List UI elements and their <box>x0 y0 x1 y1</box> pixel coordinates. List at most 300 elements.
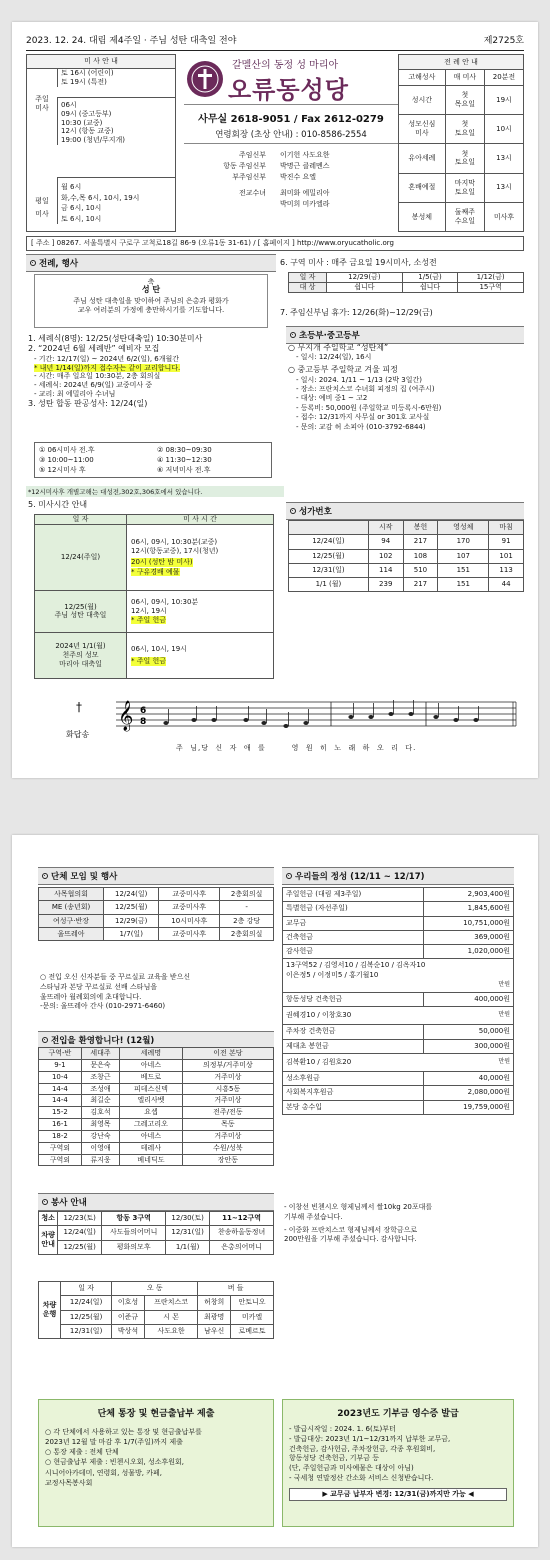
cell: 박상석 <box>112 1324 145 1338</box>
table-row <box>39 1240 274 1254</box>
highlight: * 구유경배 예물 <box>131 567 180 576</box>
highlight: 20시 (성탄 밤 미사) <box>131 557 193 566</box>
table-row <box>39 1154 274 1166</box>
col-header <box>289 521 369 535</box>
cell: 1/12(금) <box>458 273 524 283</box>
section-liturgy-header <box>26 254 276 272</box>
confession-slot: ② 08:30~09:30 <box>157 446 212 454</box>
cell: 아네스 <box>120 1130 183 1142</box>
address-bar: [ 주소 ] 08267. 서울특별시 구로구 고척로18길 86-9 (오류1동 31-61) / [ 홈페이지 ] http://www.oryucatholic.org <box>26 236 524 251</box>
cell: 마지막 토요일 <box>445 173 484 202</box>
cell: 12/29(금) <box>326 273 402 283</box>
cell: 12/24(주일) <box>35 524 127 590</box>
cell: 10시미사후 <box>159 914 220 927</box>
sun-mass-4: 12시 (항동 교중) <box>61 127 114 136</box>
col-header: 버 들 <box>198 1282 274 1296</box>
cell: 봉성체 <box>399 202 446 231</box>
col-header: 이전 본당 <box>182 1048 273 1060</box>
christmas-wreath-icon: 축 <box>147 278 155 286</box>
cell: 구역외 <box>39 1142 82 1154</box>
cell: 1/5(금) <box>402 273 458 283</box>
cell: 시흥5동 <box>182 1083 273 1095</box>
donation-note: - 이중화 프란치스코 형제님께서 장학금으로 200만원을 기부해 주셨습니다. 감사합니다. <box>284 1225 418 1244</box>
cell: 성소후원금 <box>283 1072 424 1086</box>
christmas-message: 주님 성탄 대축일을 맞이하여 주님의 은총과 평화가 교우 여러분의 가정에 충만하시기를 기도합니다. <box>73 297 229 315</box>
cell: 거주미상 <box>182 1095 273 1107</box>
table-row <box>283 1086 514 1100</box>
cell: 113 <box>489 563 524 577</box>
table-row <box>39 1083 274 1095</box>
issue-date: 2023. 12. 24. 대림 제4주일 · 주님 성탄 대축일 전야 <box>26 36 237 46</box>
cell: 주차장 건축헌금 <box>283 1025 424 1039</box>
bullet-icon <box>30 260 36 266</box>
parish-contact <box>184 104 398 144</box>
weekday-mass-label: 평일 미사 <box>35 197 49 219</box>
confession-slot: ⑤ 12시미사 후 <box>39 466 86 475</box>
cell: 12/24(일) <box>289 535 369 549</box>
cell: 대 상 <box>289 282 327 292</box>
cell: 조성애 <box>81 1083 119 1095</box>
table-row <box>39 927 274 940</box>
cell: 1/1(월) <box>166 1240 210 1254</box>
table-row <box>283 1072 514 1086</box>
donor-names: 김복환10 / 김원호20 <box>286 1057 352 1066</box>
sun-mass-5: 19:00 (청년/무지개) <box>61 136 126 144</box>
cell: 2층회의실 <box>220 927 274 940</box>
youth-detail: - 접수: 12/31까지 사무실 or 301호 교사실 <box>296 413 430 422</box>
table-row <box>399 173 524 202</box>
cell: 허창희 <box>198 1296 231 1310</box>
offering-table <box>282 887 514 1115</box>
table-row <box>289 563 524 577</box>
youth-info <box>288 343 524 432</box>
cell: 94 <box>368 535 403 549</box>
unit-label: 만원 <box>498 981 510 989</box>
staff-name: 이기헌 사도요한 <box>280 151 330 159</box>
cell: 최길순 <box>81 1095 119 1107</box>
staff-role <box>200 199 280 210</box>
parish-header <box>184 54 398 232</box>
table-row <box>39 901 274 914</box>
parish-subtitle: 갈멜산의 동정 성 마리아 <box>232 60 339 71</box>
cell: 9-1 <box>39 1059 82 1071</box>
notice-title: 단체 통장 및 현금출납부 제출 <box>97 1409 215 1419</box>
section-youth-header <box>286 326 524 344</box>
cell: 첫 목요일 <box>445 85 484 114</box>
cell: 16-1 <box>39 1119 82 1131</box>
cell: 안토니오 <box>230 1296 273 1310</box>
cell: 혼배예절 <box>399 173 446 202</box>
cell: ME (송년회) <box>39 901 104 914</box>
cell: 12/23(토) <box>58 1212 102 1226</box>
cell: 매 미사 <box>445 70 484 85</box>
issue-number: 제2725호 <box>483 36 524 46</box>
cell: 평화의모후 <box>102 1240 166 1254</box>
service-table <box>38 1211 274 1255</box>
parish-logo-icon <box>186 60 224 98</box>
cell: 2,903,400원 <box>423 888 513 902</box>
table-row <box>35 632 274 678</box>
cell: 청소 <box>39 1212 58 1226</box>
item-catechumen: 2. “2024년 6월 세례반” 예비자 모집 <box>28 344 160 354</box>
cell: 107 <box>438 549 489 563</box>
cell: 베드로 <box>120 1071 183 1083</box>
table-row <box>39 914 274 927</box>
cell: 감사헌금 <box>283 945 424 959</box>
cell: 김호석 <box>81 1107 119 1119</box>
youth-detail: - 일시: 2024. 1/11 ~ 1/13 (2박 3일간) <box>296 375 422 384</box>
cell: 12/25(월) <box>104 901 159 914</box>
funeral-contact: 연령회장 (초상 안내) : 010-8586-2554 <box>215 130 367 140</box>
cell: 300,000원 <box>423 1039 513 1053</box>
cell: 차량 운행 <box>39 1282 61 1339</box>
cell: 12/31(일) <box>61 1324 112 1338</box>
table-row <box>399 115 524 144</box>
cell: 12/24(일) <box>61 1296 112 1310</box>
col-header: 일 자 <box>61 1282 112 1296</box>
cell: 12/24(일) <box>104 888 159 901</box>
bus-table <box>38 1281 274 1339</box>
table-row <box>289 282 524 292</box>
cell: - <box>220 901 274 914</box>
cell: 피데스신덱 <box>120 1083 183 1095</box>
new-parishioner-table <box>38 1047 274 1166</box>
cell: 12/30(토) <box>166 1212 210 1226</box>
sunday-mass-label: 주일 미사 <box>35 95 49 112</box>
table-row <box>283 902 514 916</box>
table-row <box>289 549 524 563</box>
donor-names: 권혜경10 / 이창호30 <box>286 1010 352 1019</box>
cell: 건축헌금 <box>283 930 424 944</box>
sun-mass-1: 06시 <box>61 101 77 109</box>
table-row <box>39 1226 274 1240</box>
cell: 사도요한 <box>144 1324 197 1338</box>
table-row <box>289 273 524 283</box>
table-row <box>399 202 524 231</box>
staff-name: 박진수 요엘 <box>280 173 317 182</box>
table-row <box>35 524 274 590</box>
cell: 첫 토요일 <box>445 115 484 144</box>
cell: 11~12구역 <box>210 1212 274 1226</box>
section-title: 전례, 행사 <box>39 259 79 269</box>
staff-name: 박명근 클레멘스 <box>280 162 330 171</box>
staff-role: 주임신부 <box>238 151 266 159</box>
cell: 항동 3구역 <box>102 1212 166 1226</box>
sun-mass-2: 09시 (중고등부) <box>61 109 112 118</box>
section-service-header <box>38 1193 274 1211</box>
staff-name: 박미희 미카엘라 <box>280 199 330 208</box>
cell: 교중미사후 <box>159 901 220 914</box>
cell: 울뜨레아 <box>39 927 104 940</box>
bullet-icon <box>42 1199 48 1205</box>
notice-line: ○ 각 단체에서 사용하고 있는 통장 및 현금출납부를 2023년 12월 말 마감 후 1/7(주일)까지 제출 <box>45 1428 202 1447</box>
cell: 12/25(월) <box>289 549 369 563</box>
confession-schedule <box>34 442 272 478</box>
cell: 151 <box>438 578 489 592</box>
mass-time-table <box>34 514 274 679</box>
bullet-icon <box>286 873 292 879</box>
cell: 남우신 <box>198 1324 231 1338</box>
col-header: 세례명 <box>120 1048 183 1060</box>
liturgy-items <box>28 334 278 409</box>
cell: 18-2 <box>39 1130 82 1142</box>
item-district-mass: 6. 구역 미사 : 매주 금요일 19시미사, 소성전 <box>280 258 437 267</box>
office-phone: 사무실 2618-9051 / Fax 2612-0279 <box>198 114 384 125</box>
weekday-mass-list <box>57 177 175 224</box>
cell: 쉽니다 <box>402 282 458 292</box>
table-row <box>283 945 514 959</box>
youth-item: ○ 무지개 주일학교 “성탄제” <box>288 343 389 352</box>
cell: 369,000원 <box>423 930 513 944</box>
staff-name: 최미화 에밀리아 <box>280 188 330 197</box>
cell: 13시 <box>484 144 523 173</box>
youth-item: ○ 중고등부 주일학교 겨울 피정 <box>288 365 398 375</box>
sat-mass-2: 토 19시 (특전) <box>61 77 107 86</box>
section-title: 단체 모임 및 행사 <box>51 872 118 882</box>
cell: 첫 토요일 <box>445 144 484 173</box>
cell: 본당 총수입 <box>283 1100 424 1114</box>
notice-title: 2023년도 기부금 영수증 발급 <box>337 1409 459 1419</box>
bullet-icon <box>42 1037 48 1043</box>
weekday-mass-1: 월 6시 <box>61 183 82 191</box>
table-row <box>39 1296 274 1310</box>
cell: 2층회의실 <box>220 888 274 901</box>
responsorial-psalm <box>26 692 524 772</box>
cell: 151 <box>438 563 489 577</box>
cell: 2,080,000원 <box>423 1086 513 1100</box>
district-mass-table <box>288 272 524 293</box>
cell: 1,845,600원 <box>423 902 513 916</box>
table-row <box>39 1119 274 1131</box>
cell: 이영애 <box>81 1142 119 1154</box>
cell: 510 <box>403 563 438 577</box>
col-header: 구역-반 <box>39 1048 82 1060</box>
table-row <box>283 916 514 930</box>
section-groups-header <box>38 867 274 885</box>
christmas-title: 성 탄 <box>141 285 161 294</box>
cell: 아네스 <box>120 1059 183 1071</box>
table-row <box>283 1025 514 1039</box>
cell: 구역외 <box>39 1154 82 1166</box>
cell: 1/7(일) <box>104 927 159 940</box>
table-row <box>283 888 514 902</box>
cell: 베네딕도 <box>120 1154 183 1166</box>
cell: 최광명 <box>198 1310 231 1324</box>
cell: 170 <box>438 535 489 549</box>
table-row <box>283 930 514 944</box>
cell: 2층 강당 <box>220 914 274 927</box>
mass-times: 06시, 09시, 10:30분(교중) 12시(항동교중), 17시(청년) <box>131 538 219 555</box>
cell: 성모신심 미사 <box>399 115 446 144</box>
sat-mass-1: 토 16시 (어린이) <box>61 69 114 77</box>
cell: 이호성 <box>112 1296 145 1310</box>
cross-icon: † <box>76 700 82 714</box>
catechumen-line: - 시간: 매주 일요일 10:30분, 2층 회의실 <box>34 372 161 381</box>
cell: 239 <box>368 578 403 592</box>
cell: 101 <box>489 549 524 563</box>
unit-label: 만원 <box>498 1057 510 1065</box>
cell: 10-4 <box>39 1071 82 1083</box>
cell: 찬송하올동정녀 <box>210 1226 274 1240</box>
bullet-icon <box>290 508 296 514</box>
unit-label: 만원 <box>498 1010 510 1018</box>
confession-note: *12시미사후 개별고해는 대성전,302호,306호에서 있습니다. <box>26 486 284 497</box>
cell: 10시 <box>484 115 523 144</box>
highlight: * 주일 헌금 <box>131 657 166 666</box>
cell: 장안동 <box>182 1154 273 1166</box>
cell: 19시 <box>484 85 523 114</box>
cursillo-note: ○ 전입 오신 신자분들 중 꾸르실료 교육을 받으신 스타님과 본당 꾸르실료 선배 스타님을 울뜨레아 월례회의에 초대합니다. -문의: 울뜨레아 간사 (010-2971-6460) <box>40 973 191 1011</box>
cell: 12/31(일) <box>289 563 369 577</box>
cell: 교무금 <box>283 916 424 930</box>
table-row <box>283 1006 514 1024</box>
cell: 108 <box>403 549 438 563</box>
cell: 217 <box>403 535 438 549</box>
masthead <box>26 36 524 51</box>
section-title: 전입을 환영합니다! (12월) <box>51 1036 155 1046</box>
bankbook-notice <box>38 1399 274 1527</box>
parish-name: 오류동성당 <box>228 76 349 104</box>
bulletin-page-1 <box>12 22 538 778</box>
item-pastor-vacation: 7. 주임신부님 휴가: 12/26(화)~12/29(금) <box>280 308 433 317</box>
bullet-icon <box>42 873 48 879</box>
staff-list <box>200 150 390 210</box>
psalm-label: 화답송 <box>66 730 90 739</box>
cell: 강난숙 <box>81 1130 119 1142</box>
cell: 최영목 <box>81 1119 119 1131</box>
weekday-mass-2: 화,수,목 6시, 10시, 19시 <box>61 193 140 202</box>
staff-role: 전교수녀 <box>238 188 266 197</box>
cell: 14-4 <box>39 1095 82 1107</box>
cell: 둘째주 수요일 <box>445 202 484 231</box>
offering-notes <box>284 1203 516 1245</box>
col-header: 세대주 <box>81 1048 119 1060</box>
notice-line: - 국세청 연말정산 간소화 서비스 신청받습니다. <box>289 1473 434 1482</box>
col-header: 미 사 시 간 <box>127 515 274 525</box>
table-row <box>289 578 524 592</box>
confession-slot: ⑥ 저녁미사 전.후 <box>157 466 211 475</box>
section-offering-header <box>282 867 514 885</box>
cell: 로베르토 <box>230 1324 273 1338</box>
donation-note: - 이창선 빈첸시오 형제님께서 쌀10kg 20포대를 기부해 주셨습니다. <box>284 1203 433 1221</box>
cell: 14-4 <box>39 1083 82 1095</box>
bullet-icon <box>290 332 296 338</box>
svg-text:6: 6 <box>140 706 147 716</box>
catechumen-line: - 기간: 12/17(일) ~ 2024년 6/2(일), 6개월간 <box>34 354 180 363</box>
cell: 사도들의어머니 <box>102 1226 166 1240</box>
sun-mass-3: 10:30 (교중) <box>61 118 103 127</box>
confession-slot: ④ 11:30~12:30 <box>157 456 212 465</box>
cell: 테레사 <box>120 1142 183 1154</box>
weekday-mass-3: 금 6시, 10시 <box>61 204 102 212</box>
catechumen-line: - 세례식: 2024년 6/9(일) 교중미사 중 <box>34 381 153 390</box>
cell: 류지웅 <box>81 1154 119 1166</box>
bulletin-page-2 <box>12 835 538 1547</box>
cell: 거주미상 <box>182 1130 273 1142</box>
weekday-mass-4: 토 6시, 10시 <box>61 214 102 223</box>
cell: 차량 안내 <box>39 1226 58 1255</box>
cell: 프란치스코 <box>144 1296 197 1310</box>
cell: 의정부/거주미상 <box>182 1059 273 1071</box>
cell: 12/25(월) <box>58 1240 102 1254</box>
cell: 문은숙 <box>81 1059 119 1071</box>
cell: 제대초 봉헌금 <box>283 1039 424 1053</box>
table-row <box>283 992 514 1006</box>
cell: 수원/성북 <box>182 1142 273 1154</box>
youth-detail: - 장소: 프란치스코 수녀회 피정의 집 (여주시) <box>296 384 435 393</box>
cell: 그레고리오 <box>120 1119 183 1131</box>
table-row <box>39 1324 274 1338</box>
cell: 12/25(월) 주님 성탄 대축일 <box>35 590 127 632</box>
cell: 여성구·반장 <box>39 914 104 927</box>
cell: 50,000원 <box>423 1025 513 1039</box>
cell: 교중미사후 <box>159 888 220 901</box>
cell: 은총의어머니 <box>210 1240 274 1254</box>
music-staff-icon <box>116 694 520 738</box>
table-row <box>289 535 524 549</box>
liturgy-guide-table <box>398 54 524 232</box>
youth-detail: - 문의: 교감 허 소피아 (010-3792-6844) <box>296 422 426 431</box>
table-row <box>39 1310 274 1324</box>
confession-slot: ① 06시미사 전.후 <box>39 446 95 454</box>
cell: 217 <box>403 578 438 592</box>
youth-detail: - 일시: 12/24(일), 16시 <box>296 353 372 362</box>
cell: 20분전 <box>484 70 523 85</box>
cell: 성시간 <box>399 85 446 114</box>
cell: 44 <box>489 578 524 592</box>
section-title: 초등부·중고등부 <box>299 331 360 341</box>
table-row <box>283 1100 514 1114</box>
saturday-mass-list <box>57 69 175 87</box>
table-row <box>39 1142 274 1154</box>
col-header: 영성체 <box>438 521 489 535</box>
table-row <box>39 888 274 901</box>
table-row <box>283 1039 514 1053</box>
item-confession: 3. 성탄 합동 판공성사: 12/24(일) <box>28 398 148 408</box>
cell: 미카엘 <box>230 1310 273 1324</box>
cell: 교중미사후 <box>159 927 220 940</box>
section-hymn-header <box>286 502 524 520</box>
mass-times: 06시, 10시, 19시 <box>131 644 187 653</box>
svg-text:8: 8 <box>140 717 147 727</box>
cell: 15-2 <box>39 1107 82 1119</box>
cell: 19,759,000원 <box>423 1100 513 1114</box>
cell: 특별헌금 (자선주일) <box>283 902 424 916</box>
confession-slot: ③ 10:00~11:00 <box>39 456 94 465</box>
mass-schedule-box <box>26 54 176 232</box>
cell: 조창근 <box>81 1071 119 1083</box>
item-baptism: 1. 세례식(8명): 12/25(성탄대축일) 10:30분미사 <box>28 334 203 343</box>
cell: 주일헌금 (대림 제3주일) <box>283 888 424 902</box>
table-row <box>283 1053 514 1071</box>
cell: 114 <box>368 563 403 577</box>
col-header: 봉헌 <box>403 521 438 535</box>
cell: 이준규 <box>112 1310 145 1324</box>
cell: 일 자 <box>289 273 327 283</box>
cell: 쉽니다 <box>326 282 402 292</box>
notice-line: ○ 현금출납부 제출 : 빈첸시오회, 성소후원회, 시니어아카데미, 연령회, 성물방, 카페, 교정사목봉사회 <box>45 1458 184 1487</box>
cell: 엘리사벳 <box>120 1095 183 1107</box>
section-title: 우리들의 정성 (12/11 ~ 12/17) <box>295 872 425 882</box>
cell: 12/24(일) <box>58 1226 102 1240</box>
table-row <box>399 144 524 173</box>
cell: 사회복지후원금 <box>283 1086 424 1100</box>
catechumen-line: * 내년 1/14(일)까지 접수자는 같이 교리합니다. <box>34 363 181 372</box>
cell: 102 <box>368 549 403 563</box>
item-mass-times: 5. 미사시간 안내 <box>28 500 88 509</box>
table-row <box>39 1130 274 1142</box>
table-row <box>39 1212 274 1226</box>
